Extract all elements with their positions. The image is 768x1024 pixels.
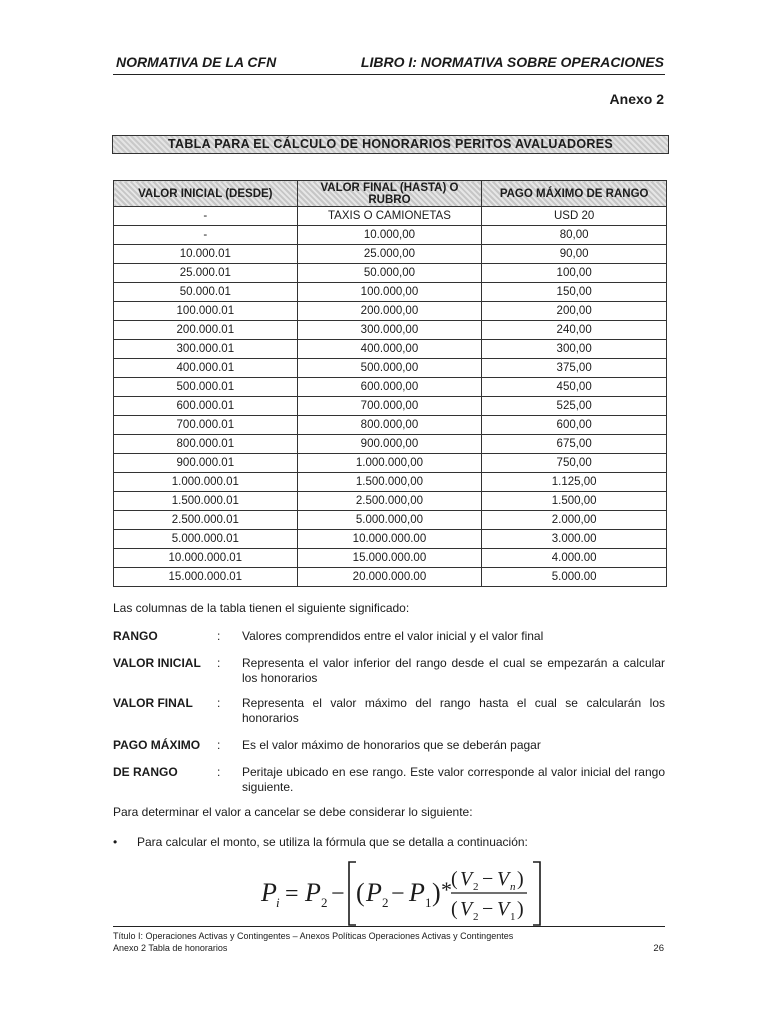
definition-term: RANGO [113, 629, 158, 643]
cell-initial-value: - [114, 207, 298, 226]
cell-final-value: 5.000.000,00 [297, 511, 482, 530]
cell-final-value: 2.500.000,00 [297, 492, 482, 511]
header-rule [113, 74, 665, 75]
definition-colon: : [217, 656, 221, 670]
cell-initial-value: 15.000.000.01 [114, 568, 298, 587]
cell-initial-value: 800.000.01 [114, 435, 298, 454]
column-header-initial: VALOR INICIAL (DESDE) [114, 181, 298, 207]
fees-table [113, 180, 667, 587]
definition-term: VALOR INICIAL [113, 656, 201, 670]
definition-colon: : [217, 765, 221, 779]
formula-right-bracket [533, 862, 540, 925]
cell-initial-value: 1.500.000.01 [114, 492, 298, 511]
cell-initial-value: 5.000.000.01 [114, 530, 298, 549]
header-left-title: NORMATIVA DE LA CFN [116, 54, 277, 70]
cell-final-value: 300.000,00 [297, 321, 482, 340]
cell-final-value: 400.000,00 [297, 340, 482, 359]
bullet-text: Para calcular el monto, se utiliza la fórmula que se detalla a continuación: [137, 835, 528, 849]
cell-initial-value: 25.000.01 [114, 264, 298, 283]
cell-final-value: 700.000,00 [297, 397, 482, 416]
cell-initial-value: 700.000.01 [114, 416, 298, 435]
definition-colon: : [217, 696, 221, 710]
formula-p2b-sub: 2 [382, 895, 389, 910]
table-row [114, 549, 667, 568]
cell-final-value: 25.000,00 [297, 245, 482, 264]
table-row [114, 454, 667, 473]
definition-desc: Valores comprendidos entre el valor inicial y el valor final [242, 629, 544, 643]
cell-final-value: 20.000.000.00 [297, 568, 482, 587]
formula-num-vn: V [497, 868, 510, 890]
formula-den-v1-sub: 1 [510, 911, 516, 923]
formula-num-open: ( [451, 868, 458, 890]
cell-max-payment: 750,00 [482, 454, 667, 473]
cell-max-payment: 200,00 [482, 302, 667, 321]
cell-max-payment: 450,00 [482, 378, 667, 397]
cell-initial-value: - [114, 226, 298, 245]
cell-max-payment: 300,00 [482, 340, 667, 359]
cell-initial-value: 500.000.01 [114, 378, 298, 397]
table-row [114, 264, 667, 283]
table-row [114, 473, 667, 492]
formula-times: * [441, 877, 452, 902]
cell-max-payment: 525,00 [482, 397, 667, 416]
cell-final-value: 10.000,00 [297, 226, 482, 245]
formula-p2b: P [366, 878, 382, 907]
formula-den-close: ) [517, 898, 524, 920]
cell-max-payment: 1.500,00 [482, 492, 667, 511]
footer-rule [113, 926, 665, 927]
formula-den-v2-sub: 2 [473, 911, 479, 923]
definition-desc: Representa el valor máximo del rango hasta el cual se calcularán los honorarios [242, 696, 665, 725]
formula-den-minus: − [482, 898, 494, 920]
formula-p1: P [409, 878, 425, 907]
cell-initial-value: 400.000.01 [114, 359, 298, 378]
formula-minus2: − [391, 881, 405, 907]
cell-initial-value: 100.000.01 [114, 302, 298, 321]
cell-max-payment: 5.000.00 [482, 568, 667, 587]
formula-pi: P [261, 878, 277, 907]
formula-equals: = [285, 881, 299, 907]
table-row [114, 283, 667, 302]
table-row [114, 568, 667, 587]
cell-max-payment: 240,00 [482, 321, 667, 340]
table-row [114, 207, 667, 226]
header-right-title: LIBRO I: NORMATIVA SOBRE OPERACIONES [360, 54, 664, 70]
cell-final-value: TAXIS O CAMIONETAS [297, 207, 482, 226]
formula-p2: P [305, 878, 321, 907]
cell-max-payment: 3.000.00 [482, 530, 667, 549]
bullet-item [113, 835, 528, 849]
definition-desc: Es el valor máximo de honorarios que se deberán pagar [242, 738, 541, 752]
cell-initial-value: 2.500.000.01 [114, 511, 298, 530]
table-row [114, 530, 667, 549]
annex-label: Anexo 2 [609, 91, 664, 107]
table-row [114, 359, 667, 378]
table-row [114, 321, 667, 340]
cell-initial-value: 1.000.000.01 [114, 473, 298, 492]
definition-colon: : [217, 738, 221, 752]
column-header-final: VALOR FINAL (HASTA) O RUBRO [297, 181, 482, 207]
table-row [114, 492, 667, 511]
table-row [114, 397, 667, 416]
definition-term: VALOR FINAL [113, 696, 193, 710]
formula-num-close: ) [517, 868, 524, 890]
formula-den-v2: V [460, 898, 473, 920]
cell-final-value: 500.000,00 [297, 359, 482, 378]
formula-den-open: ( [451, 898, 458, 920]
definition-term: DE RANGO [113, 765, 178, 779]
table-row [114, 302, 667, 321]
footer-subtitle: Anexo 2 Tabla de honorarios [113, 943, 228, 953]
cell-max-payment: 100,00 [482, 264, 667, 283]
table-row [114, 226, 667, 245]
cell-max-payment: USD 20 [482, 207, 667, 226]
page-number: 26 [653, 943, 664, 954]
cell-initial-value: 300.000.01 [114, 340, 298, 359]
formula-den-v1: V [497, 898, 510, 920]
cell-final-value: 50.000,00 [297, 264, 482, 283]
table-row [114, 378, 667, 397]
table-header-row [114, 181, 667, 207]
formula-num-v2-sub: 2 [473, 881, 479, 893]
bullet-icon: • [113, 835, 118, 849]
definition-desc: Representa el valor inferior del rango desde el cual se empezarán a calcular los honorarios [242, 656, 665, 685]
cell-max-payment: 675,00 [482, 435, 667, 454]
cell-initial-value: 10.000.000.01 [114, 549, 298, 568]
formula-p1-sub: 1 [425, 895, 432, 910]
cell-final-value: 1.500.000,00 [297, 473, 482, 492]
cell-final-value: 800.000,00 [297, 416, 482, 435]
definition-colon: : [217, 629, 221, 643]
cell-max-payment: 80,00 [482, 226, 667, 245]
cell-initial-value: 50.000.01 [114, 283, 298, 302]
formula-minus: − [331, 881, 345, 907]
table-row [114, 511, 667, 530]
definition-desc: Peritaje ubicado en ese rango. Este valor corresponde al valor inicial del rango siguiente. [242, 765, 665, 794]
table-row [114, 435, 667, 454]
formula-p2-sub: 2 [321, 895, 328, 910]
formula-num-v2: V [460, 868, 473, 890]
cell-final-value: 15.000.000.00 [297, 549, 482, 568]
cell-final-value: 10.000.000.00 [297, 530, 482, 549]
cell-initial-value: 600.000.01 [114, 397, 298, 416]
formula-num-vn-sub: n [510, 881, 516, 893]
formula-paren-close: ) [432, 878, 441, 907]
cell-max-payment: 1.125,00 [482, 473, 667, 492]
cell-max-payment: 375,00 [482, 359, 667, 378]
cell-final-value: 1.000.000,00 [297, 454, 482, 473]
table-row [114, 245, 667, 264]
cell-final-value: 600.000,00 [297, 378, 482, 397]
cell-max-payment: 2.000,00 [482, 511, 667, 530]
fee-formula [255, 855, 555, 930]
definition-term: PAGO MÁXIMO [113, 738, 201, 752]
table-row [114, 416, 667, 435]
cell-max-payment: 4.000.00 [482, 549, 667, 568]
cell-initial-value: 10.000.01 [114, 245, 298, 264]
cell-initial-value: 900.000.01 [114, 454, 298, 473]
formula-num-minus: − [482, 868, 494, 890]
cell-final-value: 100.000,00 [297, 283, 482, 302]
cell-final-value: 200.000,00 [297, 302, 482, 321]
cell-max-payment: 600,00 [482, 416, 667, 435]
formula-left-bracket [349, 862, 356, 925]
formula-pi-sub: i [276, 895, 280, 910]
columns-intro: Las columnas de la tabla tienen el siguiente significado: [113, 601, 410, 615]
table-row [114, 340, 667, 359]
formula-paren-open: ( [356, 878, 365, 907]
footer-title: Título I: Operaciones Activas y Contingentes – Anexos Políticas Operaciones Activas y Contingentes [113, 931, 514, 941]
instruction-paragraph: Para determinar el valor a cancelar se debe considerar lo siguiente: [113, 805, 473, 819]
cell-initial-value: 200.000.01 [114, 321, 298, 340]
table-title-banner: TABLA PARA EL CÁLCULO DE HONORARIOS PERITOS AVALUADORES [112, 135, 669, 154]
column-header-max-payment: PAGO MÁXIMO DE RANGO [482, 181, 667, 207]
cell-max-payment: 90,00 [482, 245, 667, 264]
cell-final-value: 900.000,00 [297, 435, 482, 454]
cell-max-payment: 150,00 [482, 283, 667, 302]
